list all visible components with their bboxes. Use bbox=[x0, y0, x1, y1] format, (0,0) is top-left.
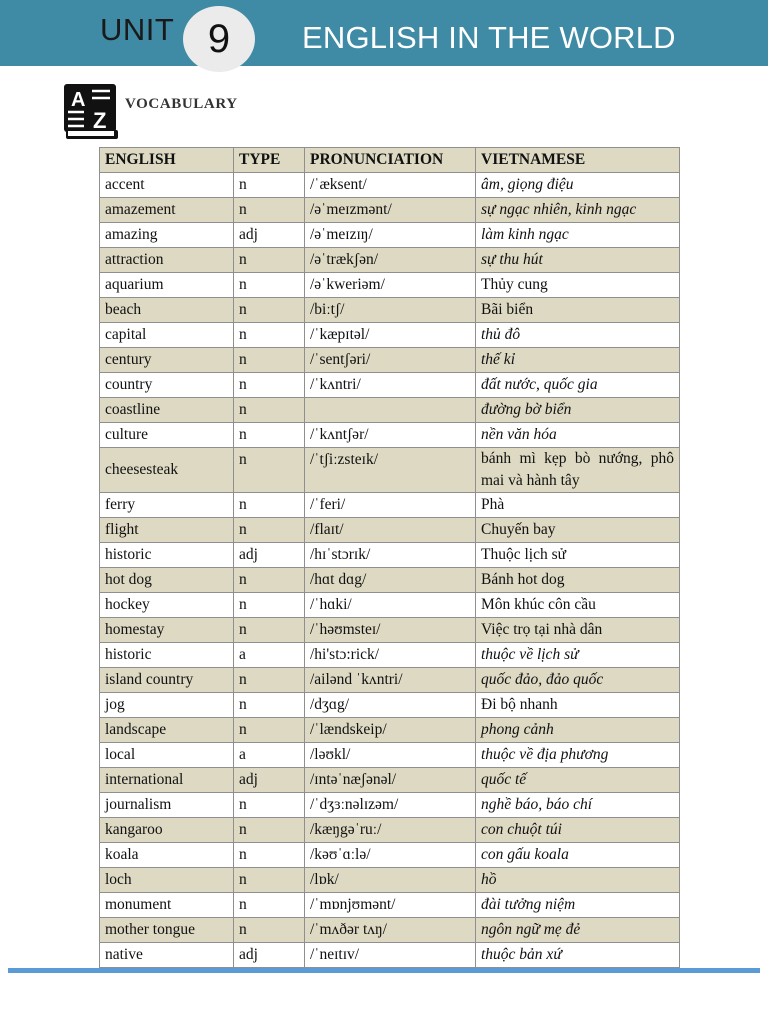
unit-number-badge: 9 bbox=[183, 6, 255, 72]
table-row bbox=[100, 793, 680, 818]
type-cell: adj bbox=[234, 543, 305, 568]
word-cell: flight bbox=[100, 518, 234, 543]
table-row bbox=[100, 768, 680, 793]
word-cell: beach bbox=[100, 298, 234, 323]
type-cell: n bbox=[234, 198, 305, 223]
pronunciation-cell: /əˈkweriəm/ bbox=[305, 273, 476, 298]
word-cell: loch bbox=[100, 868, 234, 893]
pronunciation-cell: /lɒk/ bbox=[305, 868, 476, 893]
table-row bbox=[100, 818, 680, 843]
unit-label: UNIT bbox=[100, 12, 175, 47]
pronunciation-cell: /dʒɑg/ bbox=[305, 693, 476, 718]
meaning-cell: đường bờ biển bbox=[476, 398, 680, 423]
meaning-cell: thuộc về lịch sử bbox=[476, 643, 680, 668]
word-cell: amazement bbox=[100, 198, 234, 223]
vocabulary-table bbox=[99, 147, 680, 968]
pronunciation-cell: /ˈmʌðər tʌŋ/ bbox=[305, 918, 476, 943]
type-cell: n bbox=[234, 323, 305, 348]
pronunciation-cell: /ləʊkl/ bbox=[305, 743, 476, 768]
pronunciation-cell: /hi'stɔ:rick/ bbox=[305, 643, 476, 668]
table-row bbox=[100, 398, 680, 423]
table-row bbox=[100, 918, 680, 943]
word-cell: historic bbox=[100, 643, 234, 668]
pronunciation-cell: /ˈneɪtɪv/ bbox=[305, 943, 476, 968]
type-cell: n bbox=[234, 793, 305, 818]
meaning-cell: Đi bộ nhanh bbox=[476, 693, 680, 718]
pronunciation-cell: /ˈsentʃəri/ bbox=[305, 348, 476, 373]
table-row bbox=[100, 743, 680, 768]
unit-banner bbox=[0, 0, 768, 66]
type-cell: n bbox=[234, 348, 305, 373]
pronunciation-cell: /kæŋgəˈruː/ bbox=[305, 818, 476, 843]
type-cell: n bbox=[234, 423, 305, 448]
table-header-row bbox=[100, 148, 680, 173]
type-cell: n bbox=[234, 668, 305, 693]
pronunciation-cell: /ˈferi/ bbox=[305, 493, 476, 518]
a-z-book-icon bbox=[62, 82, 120, 142]
word-cell: aquarium bbox=[100, 273, 234, 298]
pronunciation-cell: /ˈkʌntʃər/ bbox=[305, 423, 476, 448]
pronunciation-cell: /ˈhɑki/ bbox=[305, 593, 476, 618]
meaning-cell: Chuyến bay bbox=[476, 518, 680, 543]
meaning-cell: thế kỉ bbox=[476, 348, 680, 373]
word-cell: country bbox=[100, 373, 234, 398]
meaning-cell: Bánh hot dog bbox=[476, 568, 680, 593]
meaning-cell: con gấu koala bbox=[476, 843, 680, 868]
table-row bbox=[100, 223, 680, 248]
pronunciation-cell: /biːtʃ/ bbox=[305, 298, 476, 323]
meaning-cell: quốc tế bbox=[476, 768, 680, 793]
pronunciation-cell bbox=[305, 398, 476, 423]
icon-letter-z: Z bbox=[93, 108, 107, 133]
pronunciation-cell: /ˈkæpɪtəl/ bbox=[305, 323, 476, 348]
meaning-cell: ngôn ngữ mẹ đẻ bbox=[476, 918, 680, 943]
pronunciation-cell: /əˈmeɪzmənt/ bbox=[305, 198, 476, 223]
type-cell: n bbox=[234, 693, 305, 718]
word-cell: capital bbox=[100, 323, 234, 348]
word-cell: local bbox=[100, 743, 234, 768]
type-cell: adj bbox=[234, 943, 305, 968]
meaning-cell: nền văn hóa bbox=[476, 423, 680, 448]
meaning-cell: quốc đảo, đảo quốc bbox=[476, 668, 680, 693]
type-cell: a bbox=[234, 643, 305, 668]
bottom-rule bbox=[8, 968, 760, 973]
word-cell: hot dog bbox=[100, 568, 234, 593]
pronunciation-cell: /hɑt dɑg/ bbox=[305, 568, 476, 593]
word-cell: jog bbox=[100, 693, 234, 718]
section-label: VOCABULARY bbox=[125, 96, 238, 112]
table-row bbox=[100, 298, 680, 323]
meaning-cell: sự ngạc nhiên, kinh ngạc bbox=[476, 198, 680, 223]
word-cell: accent bbox=[100, 173, 234, 198]
table-row bbox=[100, 593, 680, 618]
meaning-cell: phong cảnh bbox=[476, 718, 680, 743]
type-cell: n bbox=[234, 843, 305, 868]
word-cell: attraction bbox=[100, 248, 234, 273]
table-row bbox=[100, 868, 680, 893]
table-row bbox=[100, 273, 680, 298]
word-cell: coastline bbox=[100, 398, 234, 423]
meaning-cell: Việc trọ tại nhà dân bbox=[476, 618, 680, 643]
icon-letter-a: A bbox=[71, 89, 86, 111]
word-cell: native bbox=[100, 943, 234, 968]
word-cell: mother tongue bbox=[100, 918, 234, 943]
word-cell: island country bbox=[100, 668, 234, 693]
type-cell: n bbox=[234, 173, 305, 198]
meaning-cell: Phà bbox=[476, 493, 680, 518]
pronunciation-cell: /flaɪt/ bbox=[305, 518, 476, 543]
meaning-cell: con chuột túi bbox=[476, 818, 680, 843]
type-cell: n bbox=[234, 248, 305, 273]
type-cell: a bbox=[234, 743, 305, 768]
column-header-type: TYPE bbox=[234, 148, 305, 173]
meaning-cell: Thuộc lịch sử bbox=[476, 543, 680, 568]
word-cell: historic bbox=[100, 543, 234, 568]
word-cell: journalism bbox=[100, 793, 234, 818]
type-cell: n bbox=[234, 493, 305, 518]
word-cell: amazing bbox=[100, 223, 234, 248]
table-row bbox=[100, 173, 680, 198]
meaning-cell: đài tưởng niệm bbox=[476, 893, 680, 918]
word-cell: culture bbox=[100, 423, 234, 448]
table-row bbox=[100, 423, 680, 448]
meaning-cell: hồ bbox=[476, 868, 680, 893]
table-row bbox=[100, 323, 680, 348]
type-cell: n bbox=[234, 868, 305, 893]
type-cell: n bbox=[234, 448, 305, 493]
type-cell: adj bbox=[234, 223, 305, 248]
type-cell: n bbox=[234, 818, 305, 843]
table-row bbox=[100, 543, 680, 568]
pronunciation-cell: /ˈmɒnjʊmənt/ bbox=[305, 893, 476, 918]
word-cell: international bbox=[100, 768, 234, 793]
pronunciation-cell: /ˈhəʊmsteɪ/ bbox=[305, 618, 476, 643]
pronunciation-cell: /əˈmeɪzɪŋ/ bbox=[305, 223, 476, 248]
pronunciation-cell: /ˈdʒɜːnəlɪzəm/ bbox=[305, 793, 476, 818]
meaning-cell: thuộc bản xứ bbox=[476, 943, 680, 968]
word-cell: century bbox=[100, 348, 234, 373]
type-cell: n bbox=[234, 718, 305, 743]
table-row bbox=[100, 568, 680, 593]
table-row bbox=[100, 718, 680, 743]
type-cell: n bbox=[234, 273, 305, 298]
meaning-cell: thủ đô bbox=[476, 323, 680, 348]
word-cell: ferry bbox=[100, 493, 234, 518]
meaning-cell: làm kinh ngạc bbox=[476, 223, 680, 248]
column-header-english: ENGLISH bbox=[100, 148, 234, 173]
type-cell: n bbox=[234, 298, 305, 323]
column-header-pronunciation: PRONUNCIATION bbox=[305, 148, 476, 173]
pronunciation-cell: /əˈtrækʃən/ bbox=[305, 248, 476, 273]
word-cell: homestay bbox=[100, 618, 234, 643]
pronunciation-cell: /ˈkʌntri/ bbox=[305, 373, 476, 398]
word-cell: cheesesteak bbox=[100, 448, 234, 493]
meaning-cell: Bãi biển bbox=[476, 298, 680, 323]
meaning-cell: thuộc về địa phương bbox=[476, 743, 680, 768]
pronunciation-cell: /ɪntəˈnæʃənəl/ bbox=[305, 768, 476, 793]
meaning-cell: nghề báo, báo chí bbox=[476, 793, 680, 818]
meaning-cell: đất nước, quốc gia bbox=[476, 373, 680, 398]
table-row bbox=[100, 943, 680, 968]
word-cell: monument bbox=[100, 893, 234, 918]
column-header-vietnamese: VIETNAMESE bbox=[476, 148, 680, 173]
table-row bbox=[100, 448, 680, 493]
pronunciation-cell: /ailənd ˈkʌntri/ bbox=[305, 668, 476, 693]
table-row bbox=[100, 618, 680, 643]
table-row bbox=[100, 668, 680, 693]
type-cell: n bbox=[234, 593, 305, 618]
table-row bbox=[100, 493, 680, 518]
word-cell: hockey bbox=[100, 593, 234, 618]
table-row bbox=[100, 373, 680, 398]
pronunciation-cell: /ˈæksent/ bbox=[305, 173, 476, 198]
word-cell: kangaroo bbox=[100, 818, 234, 843]
pronunciation-cell: /ˈtʃiːzsteɪk/ bbox=[305, 448, 476, 493]
type-cell: n bbox=[234, 918, 305, 943]
table-row bbox=[100, 693, 680, 718]
word-cell: landscape bbox=[100, 718, 234, 743]
table-row bbox=[100, 348, 680, 373]
table-row bbox=[100, 248, 680, 273]
meaning-cell: Môn khúc côn cầu bbox=[476, 593, 680, 618]
pronunciation-cell: /ˈlændskeip/ bbox=[305, 718, 476, 743]
type-cell: n bbox=[234, 373, 305, 398]
meaning-cell: bánh mì kẹp bò nướng, phô mai và hành tây bbox=[476, 448, 680, 493]
type-cell: n bbox=[234, 568, 305, 593]
meaning-cell: sự thu hút bbox=[476, 248, 680, 273]
table-row bbox=[100, 643, 680, 668]
pronunciation-cell: /hɪˈstɔrɪk/ bbox=[305, 543, 476, 568]
meaning-cell: âm, giọng điệu bbox=[476, 173, 680, 198]
type-cell: n bbox=[234, 618, 305, 643]
table-row bbox=[100, 198, 680, 223]
type-cell: n bbox=[234, 398, 305, 423]
type-cell: n bbox=[234, 893, 305, 918]
pronunciation-cell: /kəʊˈɑːlə/ bbox=[305, 843, 476, 868]
type-cell: adj bbox=[234, 768, 305, 793]
meaning-cell: Thủy cung bbox=[476, 273, 680, 298]
type-cell: n bbox=[234, 518, 305, 543]
table-row bbox=[100, 518, 680, 543]
word-cell: koala bbox=[100, 843, 234, 868]
table-row bbox=[100, 893, 680, 918]
table-row bbox=[100, 843, 680, 868]
unit-title: ENGLISH IN THE WORLD bbox=[302, 20, 676, 55]
